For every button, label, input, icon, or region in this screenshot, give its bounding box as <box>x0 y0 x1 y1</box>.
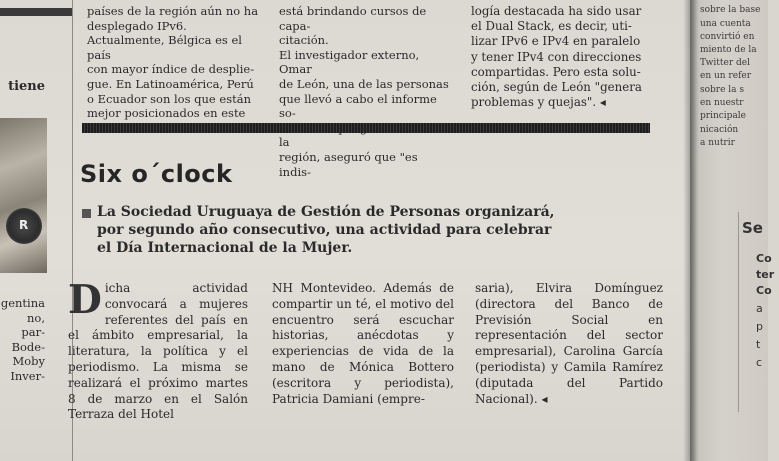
drop-cap: D <box>68 277 102 323</box>
facing-page-section-label: Se <box>742 219 763 237</box>
article-column-1 <box>68 277 248 423</box>
page-gutter <box>683 0 697 461</box>
section-divider-bar <box>82 123 650 133</box>
top-column-1: países de la región aún no ha desplegado IPv6. Actualmente, Bélgica es el país con mayor índice de desplie- gue. En Latinoamérica, Perú o Ecuador son los que están mejor posicionados en este <box>87 4 259 121</box>
logo-disc: R <box>6 208 42 244</box>
left-fragment-tiene: tiene <box>8 79 45 94</box>
article-column-3: saria), Elvira Domínguez (directora del Banco de Previsión Social en representación del sector empresarial), Carolina García (periodista) y Camila Ramírez (diputada del Partido Nacional). ◂ <box>475 281 663 406</box>
section-title: Six o´clock <box>80 160 233 188</box>
article-col1-text: icha actividad convocará a mujeres referentes del país en el ámbito empresarial, la literatura, la política y el periodismo. La misma se realizará el próximo martes 8 de marzo en el Salón Terraza del Hotel <box>68 281 248 422</box>
photo-fragment <box>0 118 47 273</box>
left-column-rule <box>0 8 72 16</box>
top-column-2: está brindando cursos de capa- citación. El investigador externo, Omar de León, una de las personas que llevó a cabo el informe so- la región, aseguró que "es indis- <box>279 4 449 179</box>
article-column-2: NH Montevideo. Además de compartir un té, el motivo del encuentro será escuchar historias, anécdotas y experiencias de vida de la mano de Mónica Bottero (escritora y periodista), Patricia Damiani (empre- <box>272 281 454 406</box>
article-lede: La Sociedad Uruguaya de Gestión de Personas organizará, por segundo año consecutivo, una actividad para celebrar el Día Internacional de la Mujer. <box>97 204 555 256</box>
left-fragment-lines: gentina no, par- Bode- Moby Inver- <box>0 296 45 383</box>
lede-bullet-icon <box>82 209 91 218</box>
top-column-3: logía destacada ha sido usar el Dual Stack, es decir, uti- lizar IPv6 e IPv4 en paralelo y tener IPv4 con direcciones compartidas. Pero esta solu- ción, según de León "genera problemas y quejas". ◂ <box>471 4 642 110</box>
